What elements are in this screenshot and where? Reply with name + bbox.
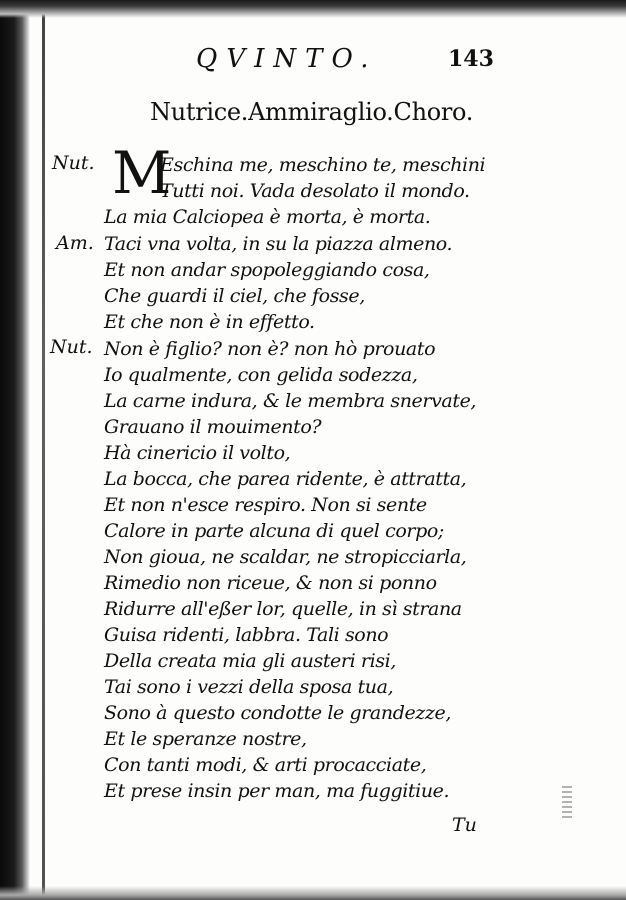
verse-line: Guisa ridenti, labbra. Tali sono [104, 624, 389, 646]
verse-line: Non è figlio? non è? non hò prouato [104, 338, 436, 360]
verse-line: Et le speranze nostre, [104, 728, 307, 750]
verse-line: Et non andar spopoleggiando cosa, [104, 259, 430, 281]
verse-line: Et non n'esce respiro. Non si sente [104, 494, 427, 516]
verse-line: Della creata mia gli austeri risi, [104, 650, 396, 672]
page-number: 143 [448, 46, 494, 72]
speaker-label: Nut. [50, 336, 93, 358]
verse-line: Sono à questo condotte le grandezze, [104, 702, 451, 724]
verse-line: Che guardi il ciel, che fosse, [104, 285, 365, 307]
verse-line: Ridurre all'eßer lor, quelle, in sì strana [104, 598, 462, 620]
drop-cap: M [112, 139, 172, 207]
verse-line: Hà cinericio il volto, [104, 442, 291, 464]
verse-line: La mia Calciopea è morta, è morta. [104, 206, 431, 228]
verse-line: Con tanti modi, & arti procacciate, [104, 754, 427, 776]
page-blemish [562, 786, 572, 820]
verse-line: Taci vna volta, in su la piazza almeno. [104, 233, 453, 255]
speaker-label: Am. [56, 232, 94, 254]
verse-line: Grauano il mouimento? [104, 416, 322, 438]
speaker-label: Nut. [52, 152, 95, 174]
bottom-edge-shadow [0, 886, 626, 900]
catchword: Tu [452, 814, 477, 836]
verse-line: Calore in parte alcuna di quel corpo; [104, 520, 444, 542]
binding-edge-line [42, 0, 45, 900]
verse-line: Rimedio non riceue, & non si ponno [104, 572, 437, 594]
top-edge-shadow [0, 0, 626, 18]
verse-line: Non gioua, ne scaldar, ne stropicciarla, [104, 546, 467, 568]
scene-title: Nutrice.Ammiraglio.Choro. [150, 98, 474, 126]
verse-line: Eschina me, meschino te, meschini [160, 154, 486, 176]
verse-line: Io qualmente, con gelida sodezza, [104, 364, 418, 386]
verse-line: La carne indura, & le membra snervate, [104, 390, 477, 412]
verse-line: Et che non è in effetto. [104, 311, 315, 333]
page-binding-shadow [0, 0, 30, 900]
verse-line: Tutti noi. Vada desolato il mondo. [160, 180, 470, 202]
verse-line: Tai sono i vezzi della sposa tua, [104, 676, 394, 698]
running-head: QVINTO. [196, 44, 378, 74]
verse-line: Et prese insin per man, ma fuggitiue. [104, 780, 450, 802]
verse-line: La bocca, che parea ridente, è attratta, [104, 468, 467, 490]
